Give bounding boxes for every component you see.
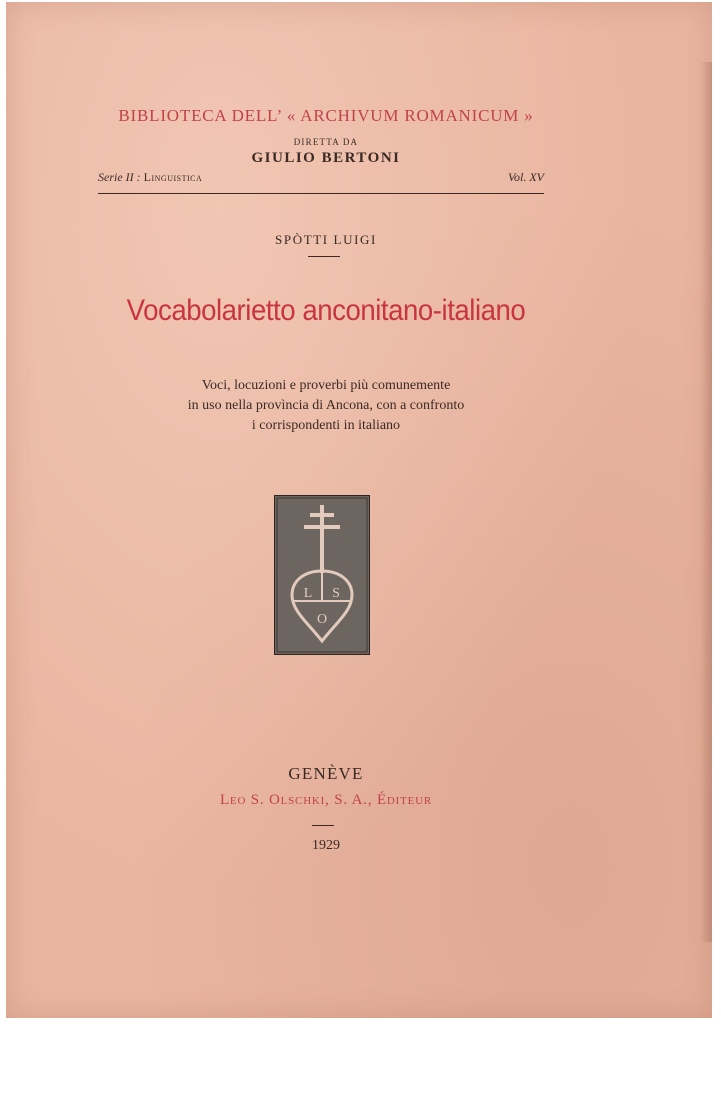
series-info-row (98, 170, 544, 190)
series-subject: Linguistica (143, 170, 203, 184)
volume-number: Vol. XV (508, 170, 544, 184)
subtitle-line: i corrispondenti in italiano (251, 418, 401, 433)
series-number (98, 170, 202, 185)
series-prefix: Serie II : (98, 170, 144, 184)
book-subtitle (116, 376, 536, 436)
publication-year: 1929 (312, 838, 340, 853)
year-divider (312, 825, 334, 826)
publisher-emblem-icon (274, 495, 370, 655)
emblem-letter: S (332, 586, 340, 601)
cover-edge-shadow (700, 62, 712, 942)
directed-by-label: DIRETTA DA (293, 137, 359, 147)
editor-name: GIULIO BERTONI (251, 150, 401, 166)
series-title: BIBLIOTECA DELL’ « ARCHIVUM ROMANICUM » (118, 106, 534, 125)
subtitle-line: Voci, locuzioni e proverbi più comunemente (201, 378, 451, 393)
emblem-letter: L (303, 586, 313, 601)
publication-place: GENÈVE (288, 764, 364, 783)
book-title: Vocabolarietto anconitano-italiano (126, 294, 526, 327)
author-name: SPÒTTI LUIGI (275, 232, 377, 247)
emblem-letter: O (316, 612, 328, 627)
publisher-name: Leo S. Olschki, S. A., Éditeur (219, 792, 433, 808)
watermark-text: KLONDYKE.NL (693, 1018, 707, 1105)
book-cover (6, 2, 712, 1018)
divider-rule (98, 193, 544, 194)
short-divider (308, 256, 340, 257)
subtitle-line: in uso nella provìncia di Ancona, con a confronto (187, 398, 465, 413)
